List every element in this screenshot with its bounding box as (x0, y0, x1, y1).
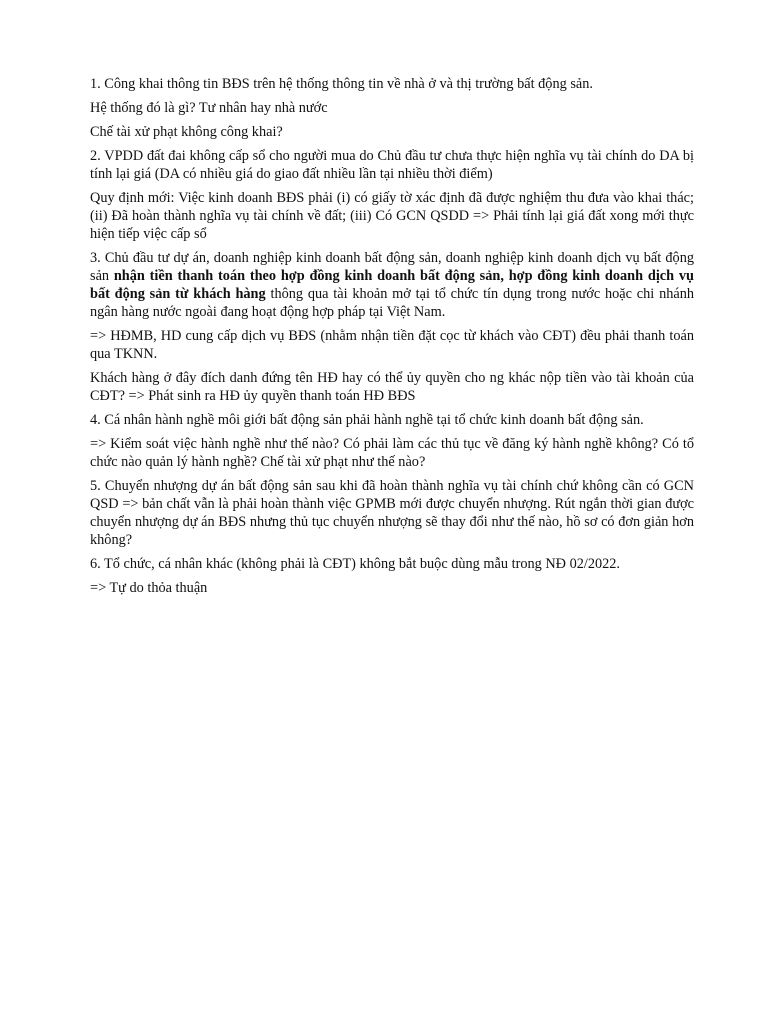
paragraph-10: => Kiểm soát việc hành nghề như thế nào? Có phải làm các thủ tục về đăng ký hành nghề không? Có tổ chức nào quản lý hành nghề? Chế tài xử phạt như thế nào? (90, 436, 694, 470)
paragraph-12: 6. Tổ chức, cá nhân khác (không phải là CĐT) không bắt buộc dùng mẫu trong NĐ 02/2022. (90, 556, 621, 572)
paragraph-8: Khách hàng ở đây đích danh đứng tên HĐ hay có thể ủy quyền cho ng khác nộp tiền vào tài khoản của CĐT? => Phát sinh ra HĐ ủy quyền thanh toán HĐ BĐS (90, 370, 694, 404)
paragraph-6-bold: nhận tiền thanh toán theo hợp đồng kinh doanh bất động sản, hợp đồng kinh doanh dịch vụ bất động sản từ khách hàng (90, 268, 694, 302)
paragraph-1: 1. Công khai thông tin BĐS trên hệ thống thông tin về nhà ở và thị trường bất động sản. (90, 76, 593, 92)
paragraph-5: Quy định mới: Việc kinh doanh BĐS phải (i) có giấy tờ xác định đã được nghiệm thu đưa vào khai thác; (ii) Đã hoàn thành nghĩa vụ tài chính về đất; (iii) Có GCN QSDD => Phải tính lại giá đất xong mới thực hiện tiếp việc cấp sổ (90, 190, 694, 242)
paragraph-6 (90, 249, 694, 321)
paragraph-2: Hệ thống đó là gì? Tư nhân hay nhà nước (90, 100, 328, 116)
paragraph-7: => HĐMB, HD cung cấp dịch vụ BĐS (nhằm nhận tiền đặt cọc từ khách vào CĐT) đều phải thanh toán qua TKNN. (90, 328, 694, 362)
paragraph-6-lead: 3. Chủ đầu tư dự án, doanh nghiệp kinh doanh bất động sản, doanh nghiệp kinh doanh dịch vụ bất động sản (90, 250, 694, 284)
paragraph-3: Chế tài xử phạt không công khai? (90, 124, 283, 140)
paragraph-6-tail: thông qua tài khoản mở tại tổ chức tín dụng trong nước hoặc chi nhánh ngân hàng nước ngoài đang hoạt động hợp pháp tại Việt Nam. (90, 286, 695, 320)
document-page (90, 75, 694, 603)
paragraph-13: => Tự do thỏa thuận (90, 580, 208, 596)
paragraph-4: 2. VPDD đất đai không cấp sổ cho người mua do Chủ đầu tư chưa thực hiện nghĩa vụ tài chính do DA bị tính lại giá (DA có nhiều giá do giao đất nhiều lần tại nhiều thời điểm) (90, 148, 694, 182)
paragraph-9: 4. Cá nhân hành nghề môi giới bất động sản phải hành nghề tại tổ chức kinh doanh bất động sản. (90, 412, 644, 428)
paragraph-11: 5. Chuyển nhượng dự án bất động sản sau khi đã hoàn thành nghĩa vụ tài chính chứ không cần có GCN QSD => bản chất vẫn là phải hoàn thành việc GPMB mới được chuyển nhượng. Rút ngắn thời gian được chuyển nhượng dự án BĐS nhưng thủ tục chuyển nhượng sẽ thay đổi như thế nào, hồ sơ có đơn giản hơn không? (90, 478, 694, 548)
